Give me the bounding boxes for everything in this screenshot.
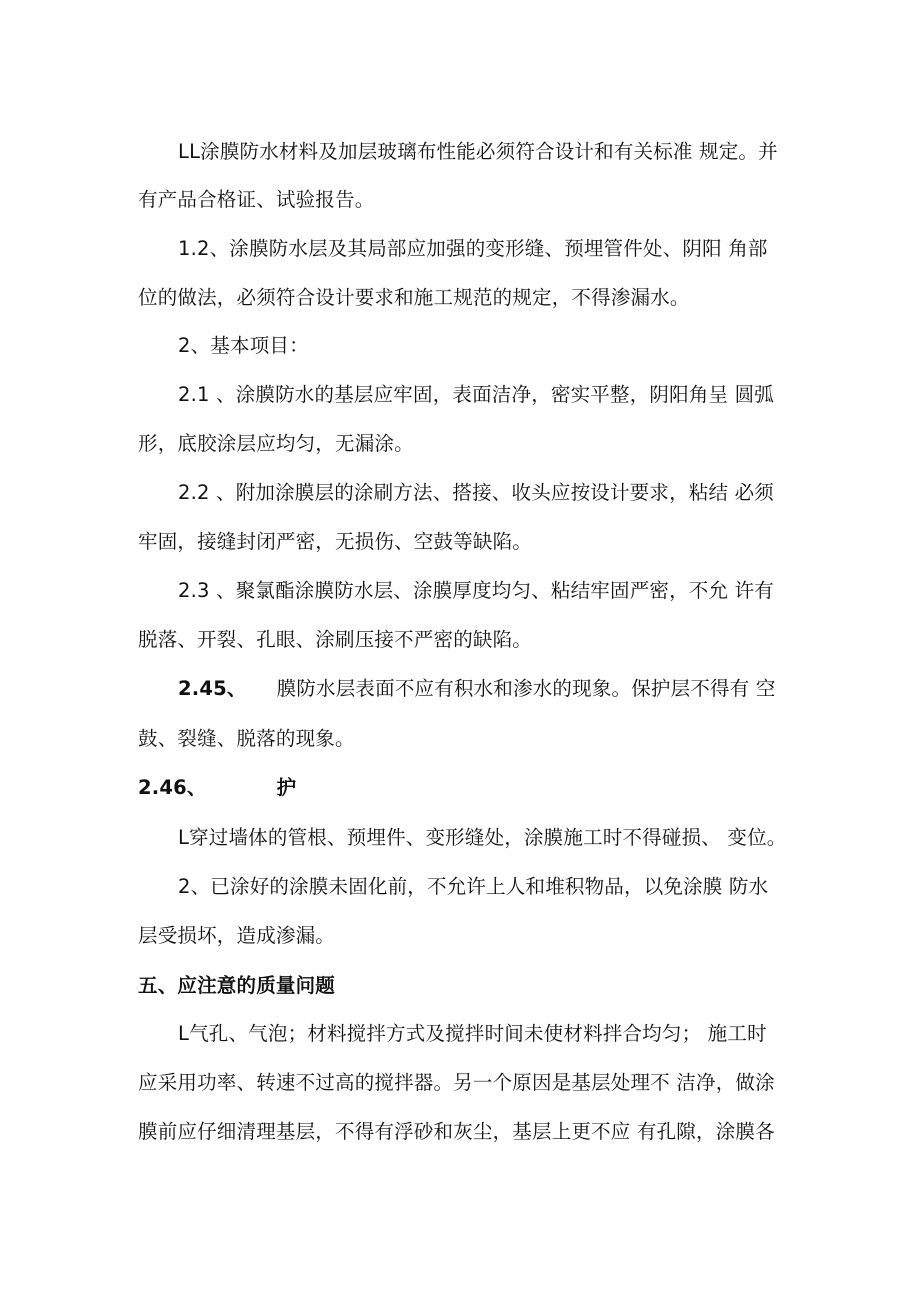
paragraph-line: 形，底胶涂层应均匀，无漏涂。	[138, 432, 414, 455]
paragraph-line: 应采用功率、转速不过高的搅拌器。另一个原因是基层处理不 洁净，做涂	[138, 1071, 775, 1094]
paragraph-line: 牢固，接缝封闭严密，无损伤、空鼓等缺陷。	[138, 530, 533, 553]
paragraph-line	[178, 677, 776, 701]
paragraph-line: 2.1 、涂膜防水的基层应牢固，表面洁净，密实平整，阴阳角呈 圆弧	[178, 383, 775, 406]
section-heading: 2、基本项目：	[178, 334, 309, 357]
paragraph-line: 层受损坏，造成渗漏。	[138, 924, 336, 947]
paragraph-line: 1.2、涂膜防水层及其局部应加强的变形缝、预埋管件处、阴阳 角部	[178, 237, 768, 260]
item-text: 护	[276, 776, 297, 799]
paragraph-line: 有产品合格证、试验报告。	[138, 188, 375, 211]
paragraph-line: L穿过墙体的管根、预埋件、变形缝处，涂膜施工时不得碰损、 变位。	[178, 826, 787, 849]
section-heading: 五、应注意的质量问题	[138, 974, 336, 997]
item-number: 2.45、	[178, 677, 247, 700]
paragraph-line: 鼓、裂缝、脱落的现象。	[138, 727, 355, 750]
item-number: 2.46、	[138, 776, 207, 799]
paragraph-line: LL涂膜防水材料及加层玻璃布性能必须符合设计和有关标准 规定。并	[178, 140, 778, 163]
paragraph-line: 2、已涂好的涂膜未固化前，不允许上人和堆积物品，以免涂膜 防水	[178, 875, 769, 898]
paragraph-line: 位的做法，必须符合设计要求和施工规范的规定，不得渗漏水。	[138, 286, 690, 309]
paragraph-line: L气孔、气泡；材料搅拌方式及搅拌时间未使材料拌合均匀； 施工时	[178, 1022, 767, 1045]
paragraph-line: 脱落、开裂、孔眼、涂刷压接不严密的缺陷。	[138, 628, 533, 651]
section-heading	[138, 776, 296, 800]
paragraph-line: 2.3 、聚氯酯涂膜防水层、涂膜厚度均匀、粘结牢固严密，不允 许有	[178, 579, 775, 602]
paragraph-line: 膜前应仔细清理基层，不得有浮砂和灰尘，基层上更不应 有孔隙，涂膜各	[138, 1120, 775, 1143]
paragraph-line: 2.2 、附加涂膜层的涂刷方法、搭接、收头应按设计要求，粘结 必须	[178, 481, 775, 504]
item-text: 膜防水层表面不应有积水和渗水的现象。保护层不得有 空	[276, 677, 776, 700]
